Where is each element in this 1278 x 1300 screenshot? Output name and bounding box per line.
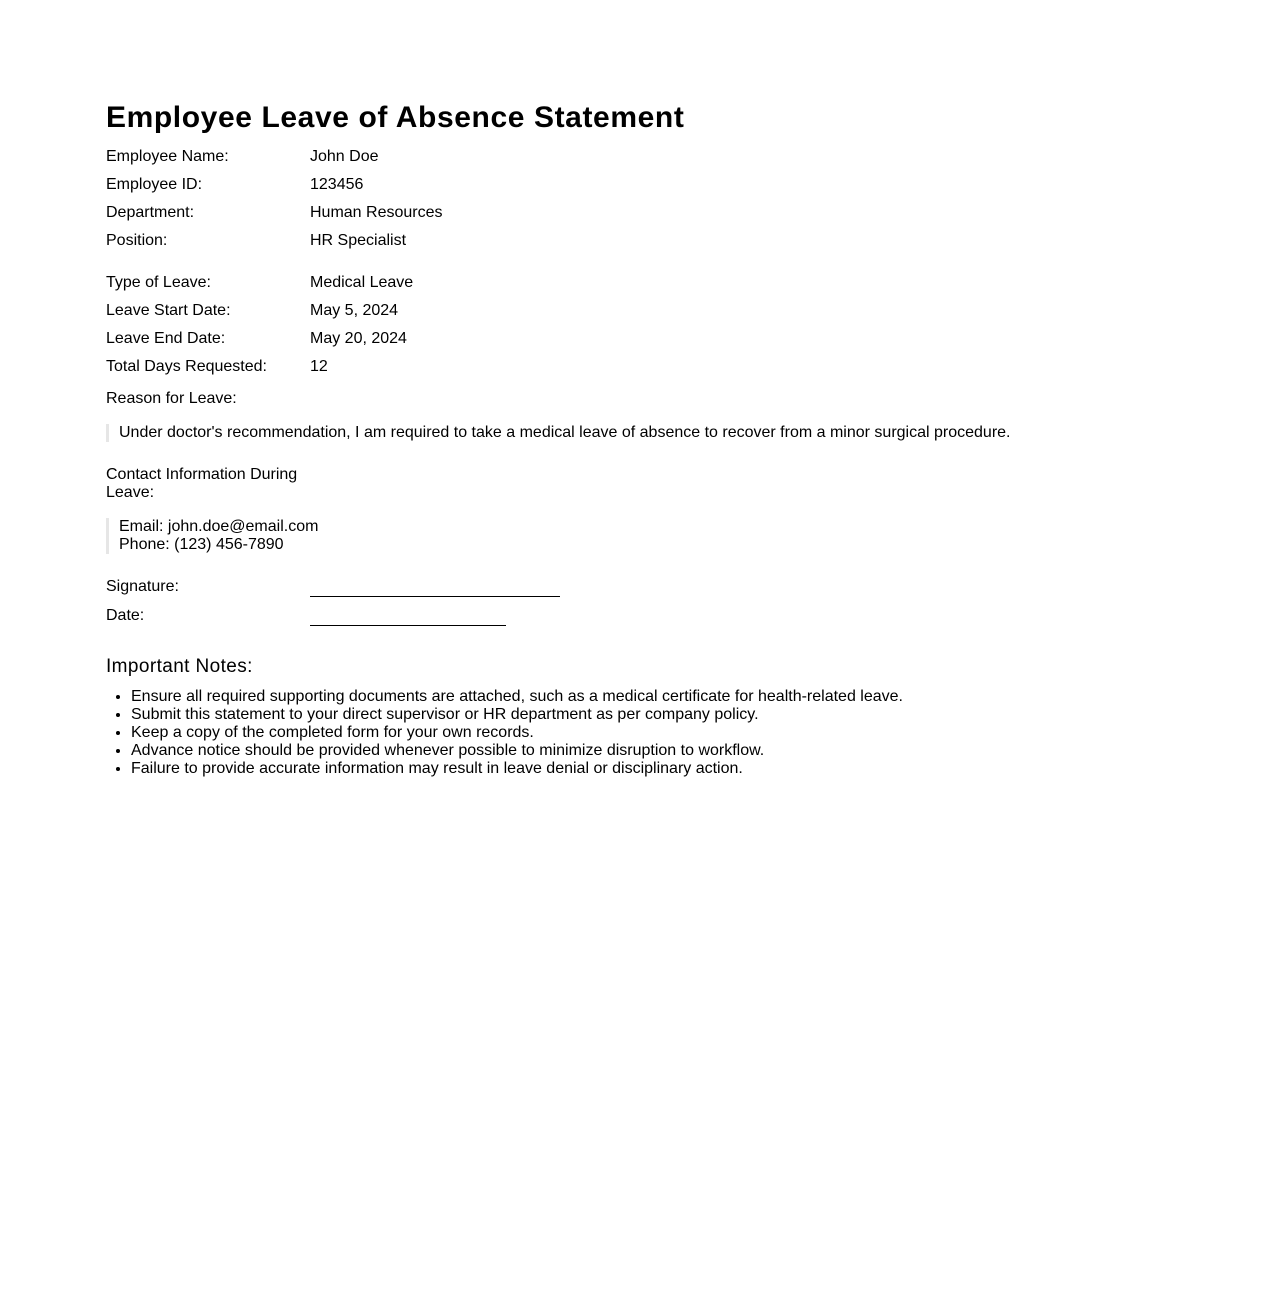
leave-end-label: Leave End Date:	[106, 330, 226, 347]
document-page	[106, 96, 1166, 778]
contact-block	[106, 518, 1166, 554]
position-label: Position:	[106, 232, 168, 249]
total-days-label: Total Days Requested:	[106, 358, 267, 375]
contact-label: Contact Information During Leave:	[106, 466, 298, 501]
signature-line-wrap	[310, 578, 1166, 597]
total-days-value: 12	[310, 358, 328, 375]
list-item: • Submit this statement to your direct supervisor or HR department as per company policy.	[131, 706, 1166, 724]
signature-line[interactable]	[310, 578, 560, 597]
position-value: HR Specialist	[310, 232, 407, 249]
leave-end-value: May 20, 2024	[310, 330, 407, 347]
notes-title: Important Notes:	[106, 656, 253, 677]
department-row	[106, 204, 1166, 222]
list-item: • Failure to provide accurate information may result in leave denial or disciplinary action.	[131, 760, 1166, 778]
signature-label: Signature:	[106, 578, 179, 595]
date-row	[106, 607, 1166, 626]
employee-id-label: Employee ID:	[106, 176, 203, 193]
date-line[interactable]	[310, 607, 506, 626]
date-line-wrap	[310, 607, 1166, 626]
leave-type-label: Type of Leave:	[106, 274, 211, 291]
contact-email: Email: john.doe@email.com	[119, 518, 319, 535]
leave-start-row	[106, 302, 1166, 320]
section-spacer	[106, 260, 1166, 274]
leave-start-value: May 5, 2024	[310, 302, 399, 319]
date-label: Date:	[106, 607, 145, 624]
employee-name-value: John Doe	[310, 148, 379, 165]
employee-name-row	[106, 148, 1166, 166]
reason-text: Under doctor's recommendation, I am required to take a medical leave of absence to recover from a minor surgical procedure.	[106, 424, 1166, 442]
total-days-row	[106, 358, 1166, 376]
leave-start-label: Leave Start Date:	[106, 302, 231, 319]
reason-label: Reason for Leave:	[106, 390, 237, 407]
contact-phone: Phone: (123) 456-7890	[119, 536, 284, 553]
position-row	[106, 232, 1166, 250]
employee-id-row	[106, 176, 1166, 194]
leave-end-row	[106, 330, 1166, 348]
leave-type-value: Medical Leave	[310, 274, 414, 291]
list-item: • Ensure all required supporting documents are attached, such as a medical certificate for health-related leave.	[131, 688, 1166, 706]
list-item: • Keep a copy of the completed form for your own records.	[131, 724, 1166, 742]
list-item: • Advance notice should be provided whenever possible to minimize disruption to workflow.	[131, 742, 1166, 760]
employee-id-value: 123456	[310, 176, 364, 193]
notes-list	[106, 688, 1166, 778]
page-title: Employee Leave of Absence Statement	[106, 101, 685, 134]
employee-name-label: Employee Name:	[106, 148, 229, 165]
department-value: Human Resources	[310, 204, 443, 221]
signature-row	[106, 578, 1166, 597]
leave-type-row	[106, 274, 1166, 292]
department-label: Department:	[106, 204, 195, 221]
signature-block	[106, 578, 1166, 626]
